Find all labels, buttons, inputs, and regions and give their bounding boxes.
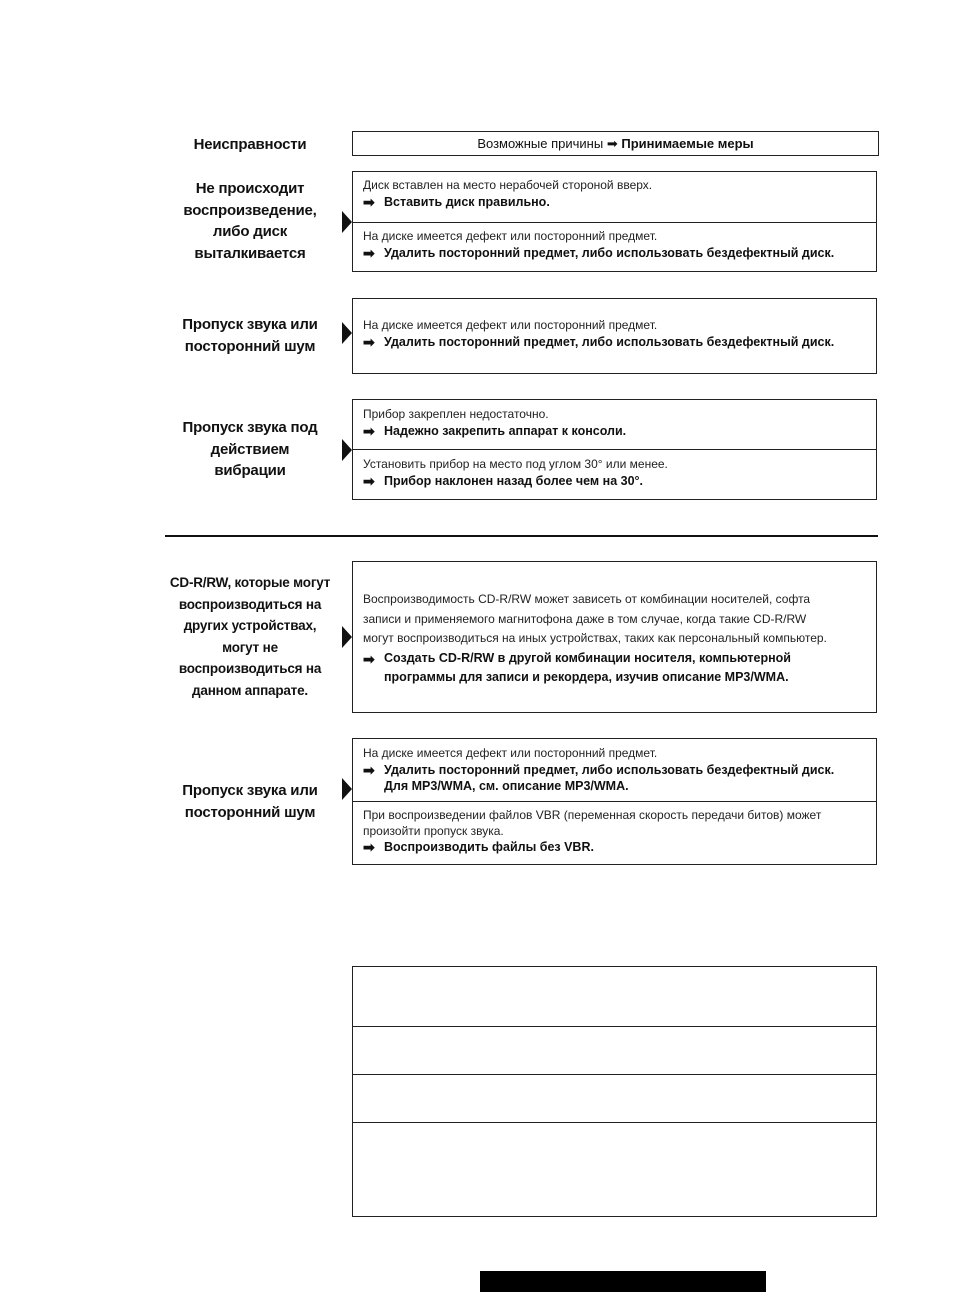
- label-line: воспроизводиться на: [178, 661, 322, 676]
- label-line: Пропуск звука или: [182, 316, 318, 333]
- label-line: CD-R/RW, которые могут: [169, 575, 331, 590]
- remedy-text: ➡ Удалить посторонний предмет, либо использовать бездефектный диск.: [363, 334, 835, 350]
- remedy-text: ➡ Вставить диск правильно.: [363, 194, 550, 210]
- solution-row: [353, 801, 876, 856]
- solution-row: [353, 222, 876, 262]
- arrow-right-icon: ➡: [363, 839, 375, 855]
- solution-box: [352, 171, 877, 272]
- solution-row: [353, 177, 876, 211]
- empty-row: [353, 967, 876, 1026]
- remedy-text: ➡ Удалить посторонний предмет, либо использовать бездефектный диск. Для MP3/WMA, см. описание MP3/WMA.: [363, 762, 835, 793]
- problem-label: [168, 178, 332, 264]
- arrow-right-icon: ➡: [363, 194, 375, 210]
- label-line: Пропуск звука под: [182, 419, 318, 436]
- remedy-text: ➡ Создать CD-R/RW в другой комбинации носителя, компьютерной программы для записи и рекордера, изучив описание MP3/WMA.: [363, 650, 791, 684]
- label-line: выталкивается: [194, 244, 306, 262]
- cause-text: Прибор закреплен недостаточно.: [363, 407, 549, 421]
- section-divider: [165, 535, 878, 537]
- problem-label: [168, 314, 332, 357]
- solution-row: [353, 590, 876, 687]
- remedy-text: ➡ Воспроизводить файлы без VBR.: [363, 839, 594, 855]
- empty-row: [353, 1026, 876, 1074]
- cause-text: На диске имеется дефект или посторонний предмет.: [363, 746, 658, 760]
- cause-text: Диск вставлен на место нерабочей стороной вверх.: [363, 178, 653, 192]
- solution-row: [353, 317, 876, 351]
- pointer-arrow-icon: [342, 626, 352, 648]
- solution-box: [352, 399, 877, 500]
- arrow-right-icon: ➡: [363, 423, 375, 439]
- arrow-right-icon: ➡: [363, 762, 375, 778]
- cause-text: При воспроизведении файлов VBR (переменная скорость передачи битов) может произойти пропуск звука.: [363, 808, 822, 838]
- cause-text: Воспроизводимость CD-R/RW может зависеть от комбинации носителей, софта записи и применяемого магнитофона даже в том случае, когда такие CD-R/RW могут воспроизводиться на иных устройствах, таких как персональный компьютер.: [363, 592, 827, 645]
- label-line: посторонний шум: [184, 803, 316, 821]
- arrow-right-icon: ➡: [363, 473, 375, 489]
- empty-table: [352, 966, 877, 1217]
- pointer-arrow-icon: [342, 439, 352, 461]
- column-header-causes-measures: [352, 131, 879, 156]
- remedy-text: ➡ Удалить посторонний предмет, либо использовать бездефектный диск.: [363, 245, 835, 261]
- page-footer-bar: [480, 1271, 766, 1292]
- cause-text: Установить прибор на место под углом 30° или менее.: [363, 457, 668, 471]
- causes-label: Возможные причины: [477, 136, 604, 151]
- label-line: воспроизведение,: [183, 201, 317, 219]
- label-line: вибрации: [214, 462, 286, 479]
- label-line: действием: [210, 440, 290, 458]
- cause-text: На диске имеется дефект или посторонний предмет.: [363, 318, 658, 332]
- solution-box: [352, 738, 877, 865]
- solution-row: [353, 406, 876, 440]
- label-line: воспроизводиться на: [178, 596, 322, 612]
- label-line: других устройствах,: [183, 618, 317, 633]
- label-line: либо диск: [212, 223, 288, 240]
- solution-row: [353, 745, 876, 794]
- arrow-right-icon: ➡: [363, 334, 375, 350]
- label-line: могут не: [222, 639, 278, 655]
- solution-box: [352, 298, 877, 374]
- pointer-arrow-icon: [342, 211, 352, 233]
- label-line: посторонний шум: [184, 337, 316, 355]
- solution-box: [352, 561, 877, 713]
- measures-label: Принимаемые меры: [621, 136, 754, 151]
- label-line: Пропуск звука или: [182, 782, 318, 799]
- arrow-right-icon: ➡: [363, 650, 375, 667]
- remedy-text: ➡ Надежно закрепить аппарат к консоли.: [363, 423, 627, 439]
- remedy-text: ➡ Прибор наклонен назад более чем на 30°.: [363, 473, 643, 489]
- label-line: данном аппарате.: [192, 682, 308, 698]
- problem-label: [168, 417, 332, 482]
- pointer-arrow-icon: [342, 778, 352, 800]
- problem-label: [168, 572, 332, 701]
- arrow-right-icon: ➡: [606, 136, 618, 151]
- cause-text: На диске имеется дефект или посторонний предмет.: [363, 229, 658, 243]
- empty-row: [353, 1122, 876, 1216]
- pointer-arrow-icon: [342, 322, 352, 344]
- solution-row: [353, 449, 876, 490]
- problem-label: [168, 780, 332, 823]
- column-header-problems: Неисправности: [193, 136, 307, 153]
- arrow-right-icon: ➡: [363, 245, 375, 261]
- empty-row: [353, 1074, 876, 1122]
- label-line: Не происходит: [195, 180, 305, 197]
